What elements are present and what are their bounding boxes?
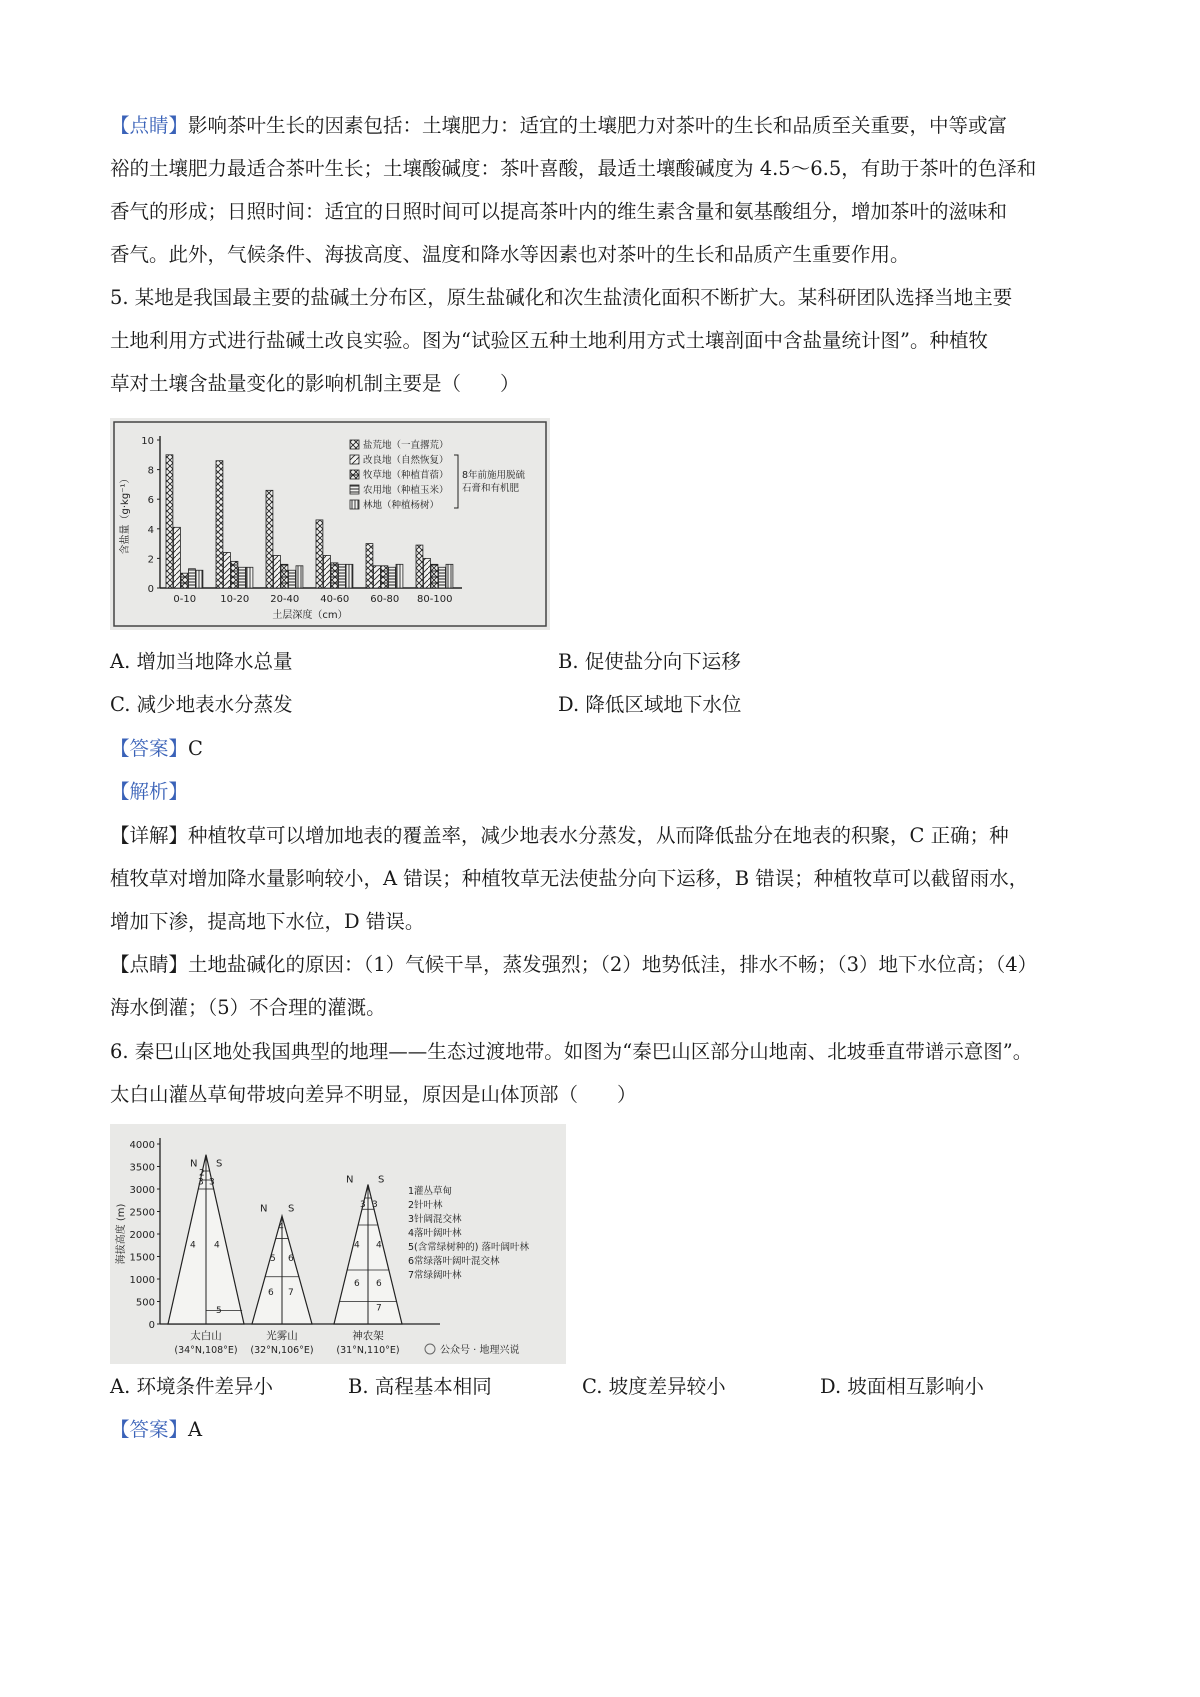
note1-line-2: 裕的土壤肥力最适合茶叶生长；土壤酸碱度：茶叶喜酸，最适土壤酸碱度为 4.5～6.5，有助于茶叶的色泽和: [110, 157, 1037, 180]
y-tick-label: 1500: [129, 1252, 155, 1264]
q5-option-a[interactable]: A. 增加当地降水总量: [110, 650, 293, 673]
legend-label: 牧草地（种植苜蓿）: [363, 470, 449, 481]
mountain-name: 光雾山: [266, 1330, 298, 1342]
belt-number: 4: [278, 1222, 284, 1233]
bar: [416, 545, 423, 588]
legend-item: 1灌丛草甸: [408, 1186, 453, 1197]
bar: [439, 567, 446, 588]
legend-swatch: [350, 500, 359, 509]
x-tick-label: 20-40: [270, 594, 300, 605]
legend-item: 6常绿落叶阔叶混交林: [408, 1256, 500, 1267]
y-tick-label: 2: [147, 554, 154, 566]
legend-note-1: 8年前施用脱硫: [462, 470, 526, 481]
belt-number: 6: [288, 1254, 294, 1264]
belt-number: 4: [354, 1240, 360, 1251]
legend-swatch: [350, 470, 359, 479]
belt-number: 4: [190, 1240, 196, 1251]
y-tick-label: 3500: [129, 1162, 155, 1174]
bar: [339, 564, 346, 588]
legend-brace: [454, 455, 458, 508]
legend-item: 2针叶林: [408, 1200, 443, 1211]
belt-number: 3: [198, 1177, 204, 1188]
wechat-icon: [425, 1344, 435, 1354]
x-tick-label: 60-80: [370, 594, 400, 605]
mountain-coords: (32°N,106°E): [250, 1345, 314, 1356]
y-tick-label: 1000: [129, 1275, 155, 1286]
legend-label: 改良地（自然恢复）: [363, 455, 449, 466]
belt-number: 3: [209, 1177, 215, 1188]
belt-number: 2: [199, 1168, 205, 1179]
q5-option-c[interactable]: C. 减少地表水分蒸发: [110, 693, 293, 716]
q5-option-b[interactable]: B. 促使盐分向下运移: [558, 650, 741, 673]
q5-option-d[interactable]: D. 降低区域地下水位: [558, 693, 742, 716]
y-axis-label: 含盐量（g·kg⁻¹）: [120, 473, 131, 555]
north-label: N: [346, 1174, 354, 1186]
q5-analysis-mark: 【解析】: [110, 780, 189, 803]
belt-number: 3: [360, 1200, 366, 1210]
belt-number: 6: [376, 1278, 382, 1289]
bar: [166, 455, 173, 588]
q6-option-a[interactable]: A. 环境条件差异小: [110, 1375, 273, 1398]
south-label: S: [378, 1174, 385, 1186]
y-tick-label: 2000: [129, 1230, 155, 1241]
y-tick-label: 2500: [129, 1207, 155, 1219]
belt-number: 4: [376, 1240, 382, 1251]
belt-number: 7: [376, 1303, 382, 1314]
x-tick-label: 0-10: [173, 594, 197, 605]
belt-number: 7: [288, 1287, 294, 1298]
y-tick-label: 0: [148, 1320, 155, 1331]
q6-answer: 【答案】A: [110, 1418, 203, 1441]
mountain-name: 太白山: [190, 1330, 222, 1342]
y-tick-label: 3000: [129, 1185, 155, 1196]
bar: [316, 520, 323, 588]
legend-item: 5(含常绿树种的) 落叶阔叶林: [408, 1242, 529, 1253]
bar: [424, 558, 431, 588]
belt-number: 3: [372, 1200, 378, 1210]
legend-item: 3针阔混交林: [408, 1214, 462, 1225]
q6-option-d[interactable]: D. 坡面相互影响小: [820, 1375, 984, 1398]
salt-chart: [110, 418, 550, 630]
legend-label: 林地（种植杨树）: [363, 500, 440, 511]
bar: [274, 555, 281, 588]
note1-line-1: 【点睛】影响茶叶生长的因素包括：土壤肥力：适宜的土壤肥力对茶叶的生长和品质至关重要，中等或富: [110, 114, 1008, 137]
bar: [239, 567, 246, 588]
legend-label: 农用地（种植玉米）: [363, 485, 449, 496]
bar: [431, 564, 438, 588]
bar: [366, 544, 373, 588]
south-label: S: [288, 1203, 295, 1215]
y-tick-label: 8: [147, 465, 154, 477]
watermark-text: 公众号 · 地理兴说: [440, 1345, 520, 1356]
y-tick-label: 4000: [129, 1140, 155, 1151]
q6-stem-1: 6. 秦巴山区地处我国典型的地理——生态过渡地带。如图为“秦巴山区部分山地南、北坡垂直带谱示意图”。: [110, 1040, 1033, 1063]
bar: [389, 567, 396, 588]
belt-number: 4: [214, 1240, 220, 1251]
q5-stem-2: 土地利用方式进行盐碱土改良实验。图为“试验区五种土地利用方式土壤剖面中含盐量统计图”。种植牧: [110, 329, 988, 352]
legend-swatch: [350, 440, 359, 449]
y-tick-label: 6: [147, 495, 154, 507]
bar: [224, 552, 231, 588]
bar: [396, 564, 403, 588]
bar: [346, 564, 353, 588]
q5-detail-3: 增加下渗，提高地下水位，D 错误。: [110, 910, 425, 933]
bar: [331, 563, 338, 588]
mountain-coords: (34°N,108°E): [174, 1345, 238, 1356]
y-tick-label: 10: [141, 436, 154, 447]
bar: [296, 566, 303, 588]
q5-detail-1: 【详解】种植牧草可以增加地表的覆盖率，减少地表水分蒸发，从而降低盐分在地表的积聚，C 正确；种: [110, 824, 1009, 847]
north-label: N: [260, 1203, 268, 1215]
bar: [246, 567, 253, 588]
bar: [189, 569, 196, 588]
bar: [266, 490, 273, 588]
legend-swatch: [350, 455, 359, 464]
x-tick-label: 40-60: [320, 594, 350, 605]
belt-number: 5: [270, 1254, 276, 1264]
legend-swatch: [350, 485, 359, 494]
bar: [381, 566, 388, 588]
vegetation-diagram: [110, 1124, 566, 1364]
legend-note-2: 石膏和有机肥: [462, 483, 520, 494]
bar: [174, 527, 181, 588]
vegetation-diagram-figure: [110, 1124, 566, 1364]
bar: [196, 570, 203, 588]
north-label: N: [190, 1158, 198, 1170]
x-tick-label: 80-100: [417, 594, 453, 605]
y-axis-label: 海拔高度 (m): [116, 1203, 127, 1265]
belt-number: 6: [354, 1278, 360, 1289]
q6-stem-2: 太白山灌丛草甸带坡向差异不明显，原因是山体顶部（ ）: [110, 1083, 637, 1106]
legend-item: 7常绿阔叶林: [408, 1270, 462, 1281]
bar: [374, 566, 381, 588]
bar: [281, 564, 288, 588]
q6-option-b[interactable]: B. 高程基本相同: [348, 1375, 492, 1398]
q5-note-2: 海水倒灌；（5）不合理的灌溉。: [110, 996, 386, 1019]
q5-stem-3: 草对土壤含盐量变化的影响机制主要是（ ）: [110, 372, 520, 395]
bar: [216, 461, 223, 588]
q5-detail-2: 植牧草对增加降水量影响较小，A 错误；种植牧草无法使盐分向下运移，B 错误；种植牧草可以截留雨水，: [110, 867, 1029, 890]
bar: [231, 561, 238, 588]
y-tick-label: 500: [135, 1297, 155, 1309]
bar: [324, 555, 331, 588]
q5-answer: 【答案】C: [110, 737, 203, 760]
q5-stem-1: 5. 某地是我国最主要的盐碱土分布区，原生盐碱化和次生盐渍化面积不断扩大。某科研团队选择当地主要: [110, 286, 1013, 309]
bar: [446, 564, 453, 588]
bar: [181, 573, 188, 588]
y-tick-label: 4: [147, 524, 154, 536]
note1-line-4: 香气。此外，气候条件、海拔高度、温度和降水等因素也对茶叶的生长和品质产生重要作用。: [110, 243, 910, 266]
belt-number: 6: [268, 1287, 274, 1298]
note1-mark: 【点睛】: [110, 114, 189, 137]
mountain-name: 神农架: [352, 1330, 384, 1342]
salt-chart-figure: [110, 418, 550, 630]
mountain-coords: (31°N,110°E): [336, 1345, 400, 1356]
q5-note-1: 【点睛】土地盐碱化的原因：（1）气候干旱，蒸发强烈；（2）地势低洼，排水不畅；（3）地下水位高；（4）: [110, 953, 1038, 976]
south-label: S: [216, 1158, 223, 1170]
q6-option-c[interactable]: C. 坡度差异较小: [582, 1375, 726, 1398]
legend-item: 4落叶阔叶林: [408, 1228, 462, 1239]
x-tick-label: 10-20: [220, 594, 250, 605]
legend-label: 盐荒地（一直撂荒）: [363, 440, 449, 451]
y-tick-label: 0: [147, 584, 154, 595]
note1-line-3: 香气的形成；日照时间：适宜的日照时间可以提高茶叶内的维生素含量和氨基酸组分，增加茶叶的滋味和: [110, 200, 1008, 223]
bar: [289, 570, 296, 588]
belt-number: 5: [216, 1306, 222, 1317]
x-axis-label: 土层深度（cm）: [272, 610, 348, 621]
